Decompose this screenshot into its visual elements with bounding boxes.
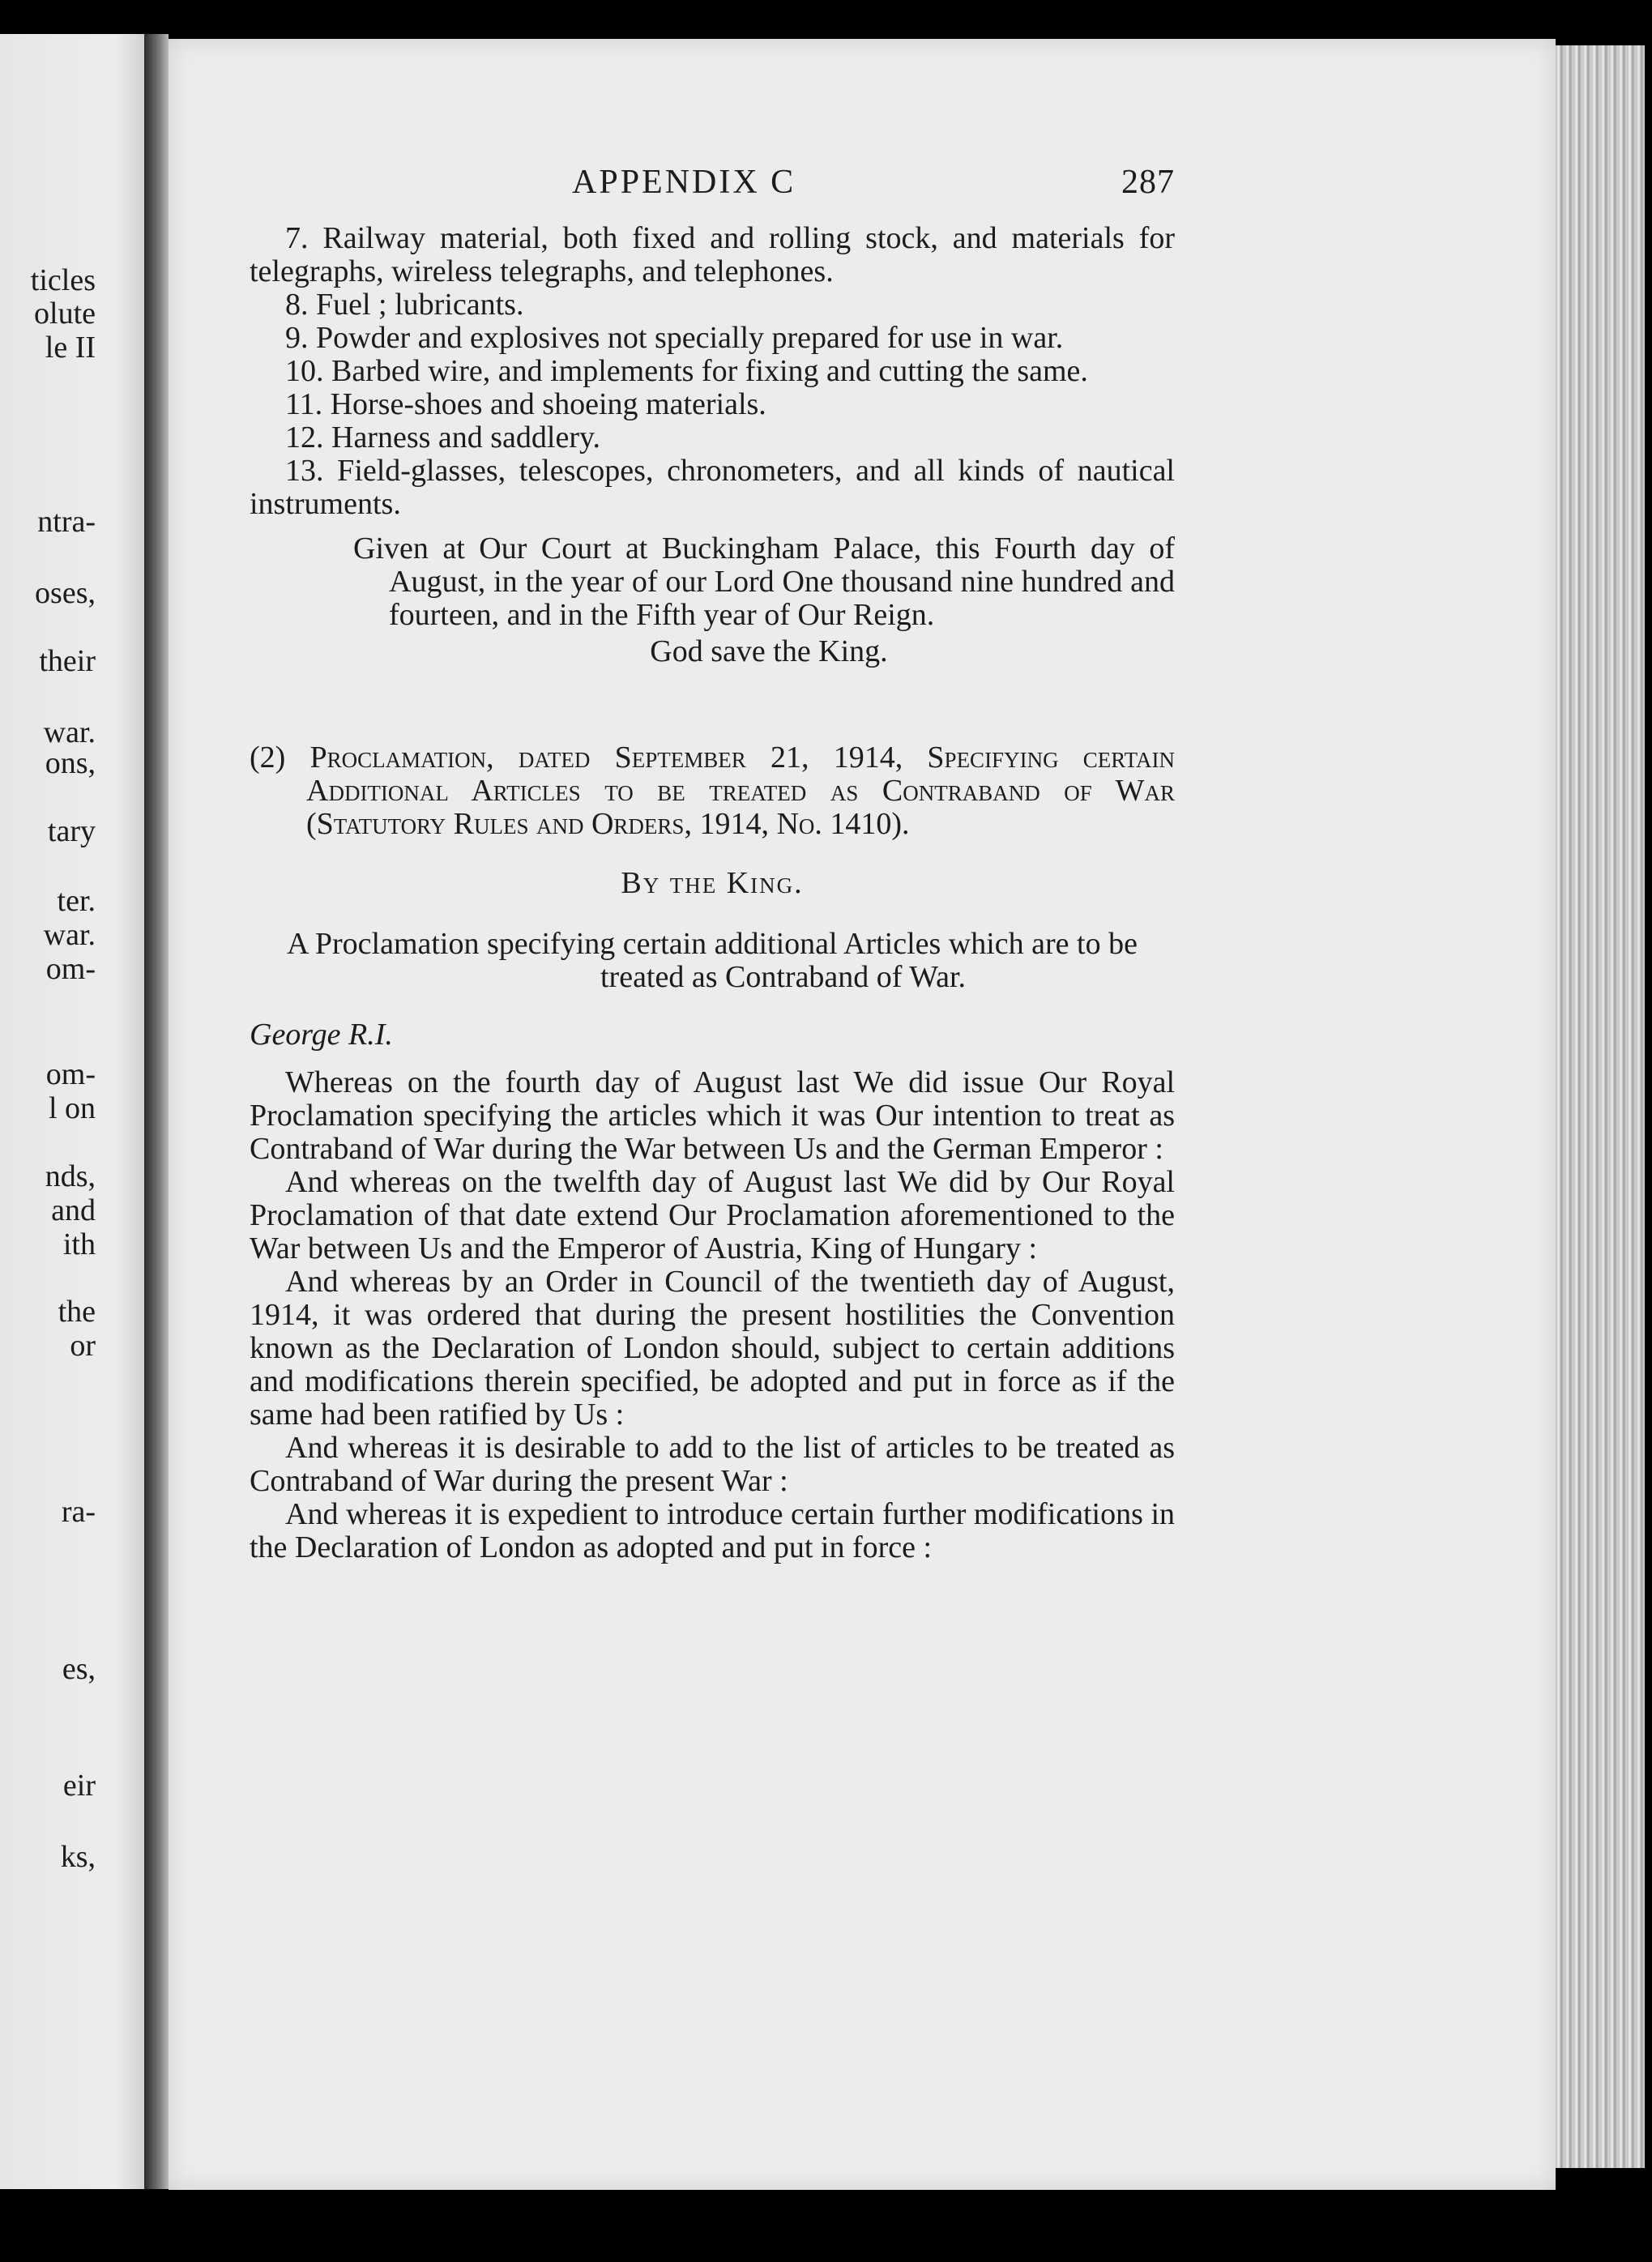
paragraph: And whereas it is desirable to add to the list of articles to be treated as Contraband of War during the present War : (250, 1431, 1175, 1498)
section-heading: (2) Proclamation, dated September 21, 1914, Specifying certain Additional Articles to be treated as Contraband of War (Statutory Rules and Orders, 1914, No. 1410). (250, 740, 1175, 841)
left-fragment: l on (48, 1091, 96, 1125)
left-fragment: ra- (61, 1495, 96, 1529)
left-fragment: war. (43, 918, 96, 952)
left-fragment: ks, (60, 1840, 96, 1874)
page-stack-edge (1556, 45, 1645, 2168)
book-gutter (144, 34, 169, 2189)
left-fragment: le II (45, 331, 96, 365)
running-title: APPENDIX C (572, 164, 796, 201)
left-fragment: oses, (35, 576, 96, 610)
list-item: 9. Powder and explosives not specially prepared for use in war. (285, 321, 1064, 355)
list-item: 10. Barbed wire, and implements for fixing and cutting the same. (285, 354, 1088, 388)
paragraph: And whereas on the twelfth day of August last We did by Our Royal Proclamation of that date extend Our Proclamation aforementioned to the War between Us and the Emperor of Austria, King of Hungary : (250, 1165, 1175, 1265)
previous-page-edge (0, 34, 144, 2189)
list-item: 12. Harness and saddlery. (285, 420, 601, 455)
paragraph: And whereas by an Order in Council of the twentieth day of August, 1914, it was ordered that during the present hostilities the Convention known as the Declaration of London should, subject to certain additions and modifications therein specified, be adopted and put in force as if the same had been ratified by Us : (250, 1265, 1175, 1432)
god-save-the-king: God save the King. (650, 634, 888, 668)
left-fragment: eir (62, 1769, 96, 1803)
paragraph: And whereas it is expedient to introduce certain further modifications in the Declaration of London as adopted and put in force : (250, 1497, 1175, 1564)
left-fragment: ith (62, 1227, 96, 1261)
left-fragment: nds, (45, 1159, 96, 1193)
left-fragment: ter. (57, 884, 96, 918)
left-fragment: om- (45, 1057, 96, 1091)
left-fragment: ntra- (37, 505, 96, 539)
left-fragment: om- (45, 952, 96, 986)
running-header (250, 166, 1175, 199)
left-fragment: their (39, 644, 96, 678)
left-fragment: war. (43, 715, 96, 749)
royal-signature: George R.I. (250, 1018, 393, 1052)
left-fragment: the (58, 1295, 96, 1329)
left-fragment: ticles (30, 263, 96, 297)
paragraph: Whereas on the fourth day of August last We did issue Our Royal Proclamation specifying the articles which it was Our intention to treat as Contraband of War during the War between Us and the German Emperor : (250, 1065, 1175, 1166)
left-fragment: ons, (45, 746, 96, 780)
left-fragment: tary (47, 814, 96, 848)
left-fragment: olute (34, 297, 96, 331)
left-fragment: or (70, 1329, 96, 1363)
list-item: 8. Fuel ; lubricants. (285, 288, 524, 322)
given-at-clause: Given at Our Court at Buckingham Palace, this Fourth day of August, in the year of our Lord One thousand nine hundred and fourteen, and in the Fifth year of Our Reign. (353, 531, 1175, 632)
proclamation-title: A Proclamation specifying certain additional Articles which are to be treated as Contraband of War. (287, 927, 1138, 994)
list-item: 13. Field-glasses, telescopes, chronometers, and all kinds of nautical instruments. (250, 454, 1175, 521)
by-the-king: By the King. (621, 866, 804, 900)
left-fragment: and (51, 1193, 96, 1227)
left-fragment: es, (62, 1652, 96, 1686)
page-text (250, 166, 1175, 1564)
list-item: 7. Railway material, both fixed and rolling stock, and materials for telegraphs, wireless telegraphs, and telephones. (250, 221, 1175, 288)
list-item: 11. Horse-shoes and shoeing materials. (285, 387, 766, 421)
page-number: 287 (1121, 164, 1175, 201)
